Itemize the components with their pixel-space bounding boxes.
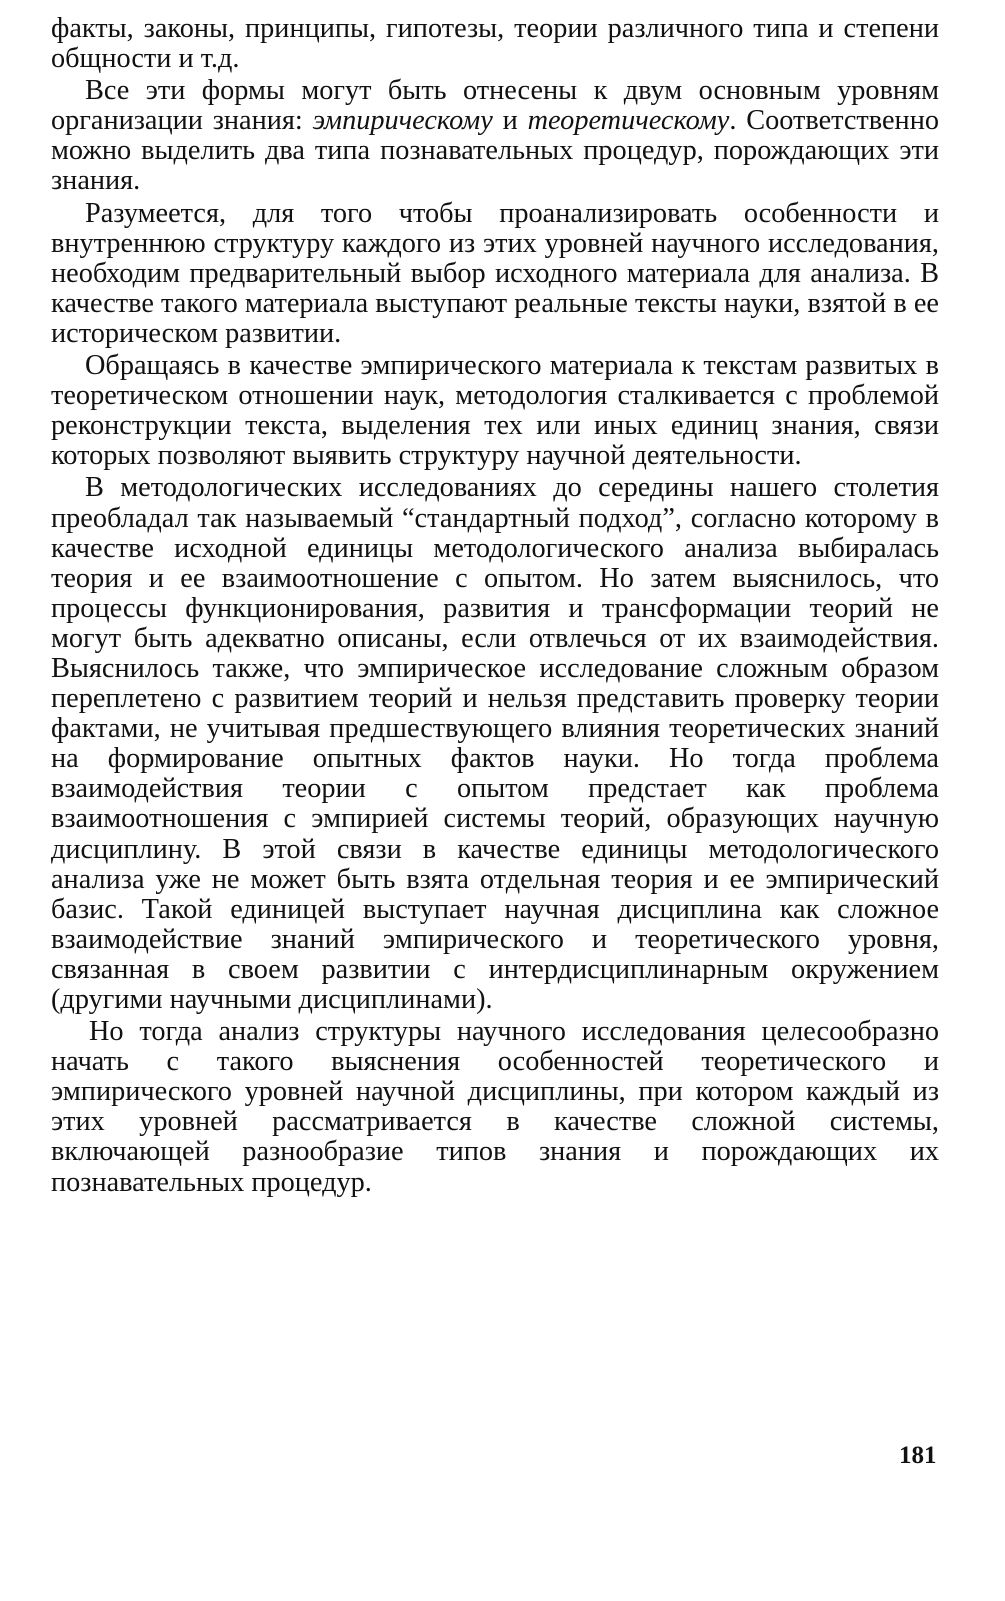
paragraph-2-text-middle: и [492,105,528,137]
paragraph-2 [51,76,939,196]
paragraph-3: Разумеется, для того чтобы проанализировать особенности и внутреннюю структуру каждого из этих уровней научного исследования, необходим предварительный выбор исходного материала для анализа. В качестве такого материала выступают реальные тексты науки, взятой в ее историческом развитии. [51,197,939,349]
term-theoretical: теоретическому [527,105,730,137]
term-empirical: эмпирическому [312,105,493,137]
paragraph-1: факты, законы, принципы, гипотезы, теории различного типа и степени общности и т.д. [51,13,939,75]
paragraph-2-text-after: . Соответственно можно выделить два типа познавательных процедур, порождающих эти знания. [51,105,939,197]
page-number: 181 [899,1442,937,1469]
paragraph-4: Обращаясь в качестве эмпирического материала к текстам развитых в теоретическом отношении наук, методология сталкивается с проблемой реконструкции текста, выделения тех или иных единиц знания, связи которых позволяют выявить структуру научной деятельности. [51,350,939,472]
paragraph-2-text-before: Все эти формы могут быть отнесены к двум основным уровням организации знания: [51,75,939,137]
paragraph-6: Но тогда анализ структуры научного исследования целесообразно начать с такого выяснения особенностей теоретического и эмпирического уровней научной дисциплины, при котором каждый из этих уровней рассматривается в качестве сложной системы, включающей разнообразие типов знания и порождающих их познавательных процедур. [51,1016,939,1198]
page-body [51,14,939,1198]
paragraph-5: В методологических исследованиях до середины нашего столетия преобладал так называемый “стандартный подход”, согласно которому в качестве исходной единицы методологического анализа выбиралась теория и ее взаимоотношение с опытом. Но затем выяснилось, что процессы функционирования, развития и трансформации теорий не могут быть адекватно описаны, если отвлечься от их взаимодействия. Выяснилось также, что эмпирическое исследование сложным образом переплетено с развитием теорий и нельзя представить проверку теории фактами, не учитывая предшествующего влияния теоретических знаний на формирование опытных фактов науки. Но тогда проблема взаимодействия теории с опытом предстает как проблема взаимоотношения с эмпирией системы теорий, образующих научную дисциплину. В этой связи в качестве единицы методологического анализа уже не может быть взята отдельная теория и ее эмпирический базис. Такой единицей выступает научная дисциплина как сложное взаимодействие знаний эмпирического и теоретического уровня, связанная в своем развитии с интердисциплинарным окружением (другими научными дисциплинами). [51,472,939,1015]
